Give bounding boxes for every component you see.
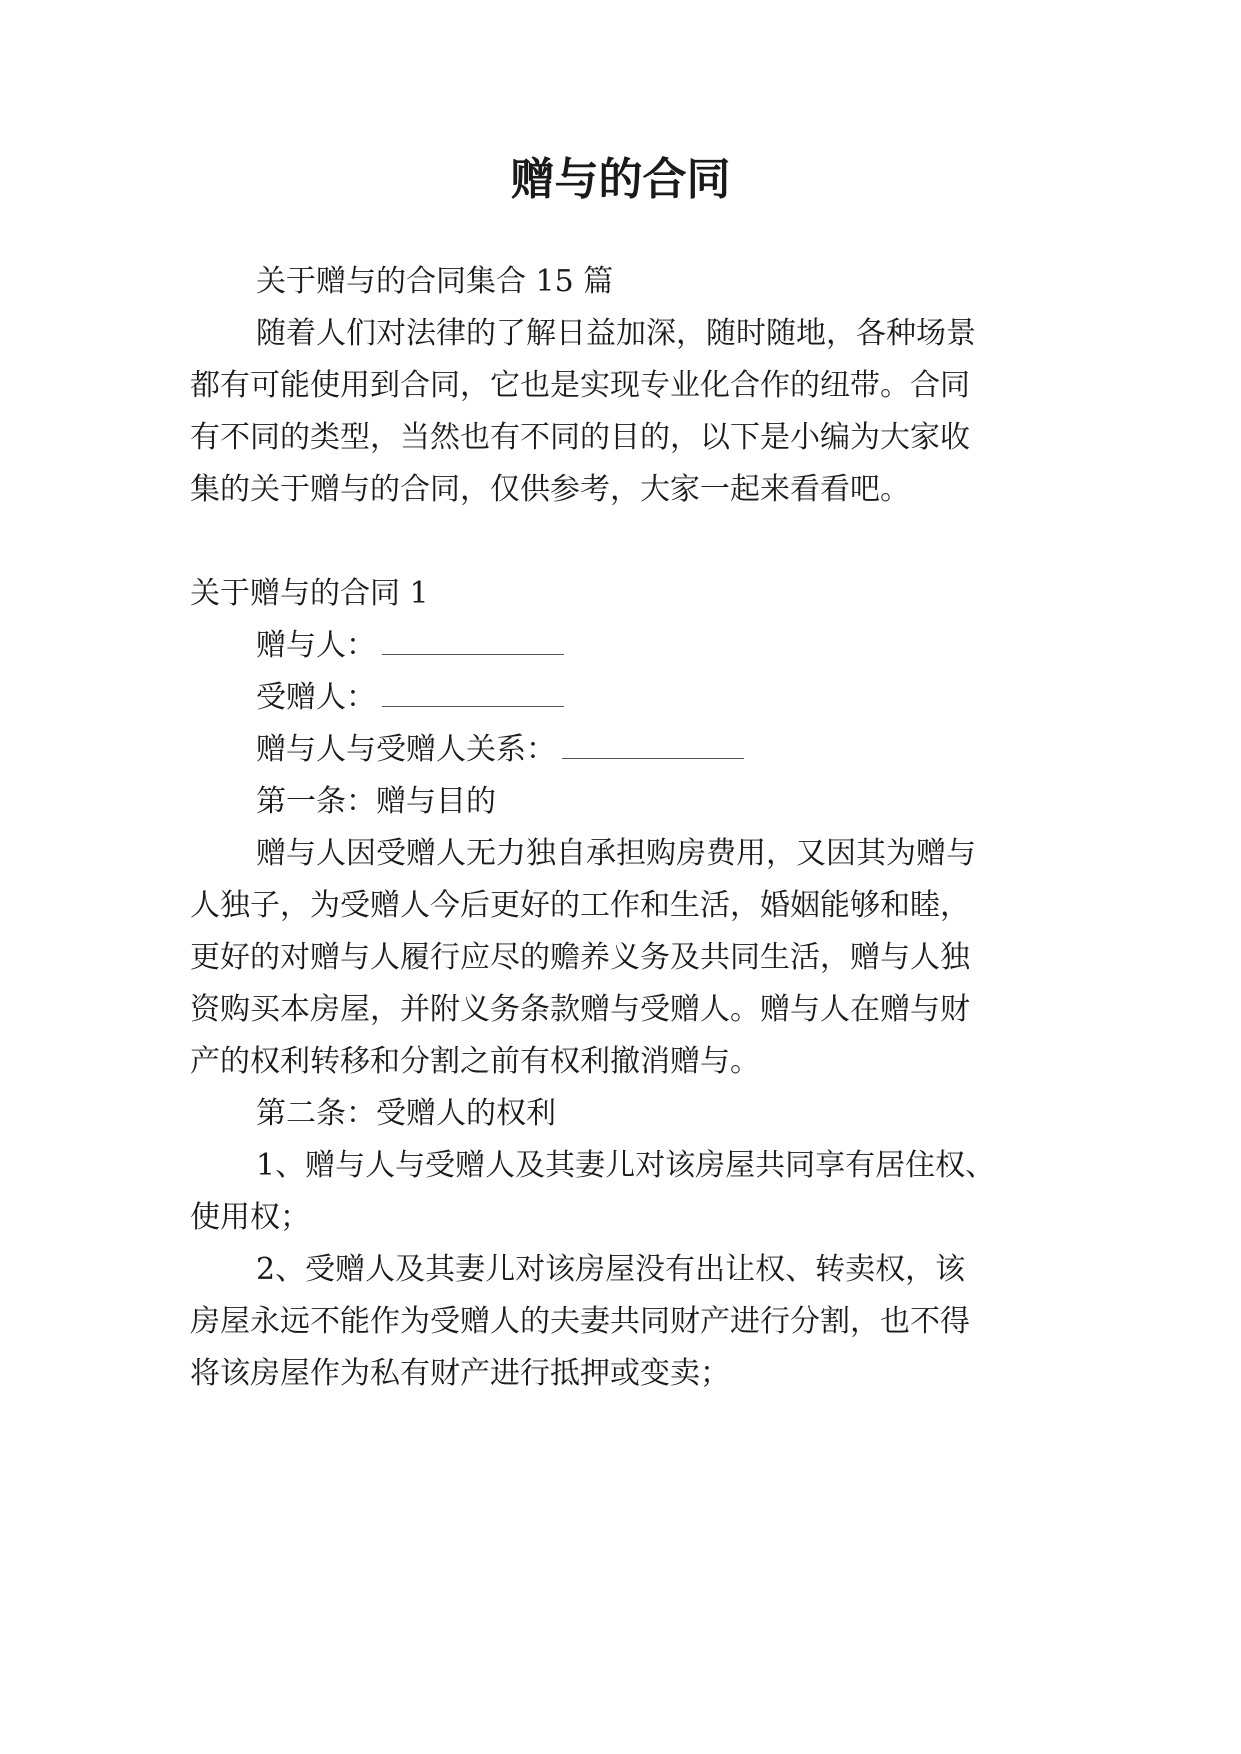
item2-line: 2、受赠人及其妻儿对该房屋没有出让权、转卖权，该 bbox=[256, 1252, 966, 1287]
donee-blank bbox=[382, 682, 564, 707]
intro-heading: 关于赠与的合同集合 15 篇 bbox=[256, 264, 614, 299]
intro-line: 随着人们对法律的了解日益加深，随时随地，各种场景 bbox=[256, 316, 976, 351]
article1-line: 资购买本房屋，并附义务条款赠与受赠人。赠与人在赠与财 bbox=[190, 992, 970, 1027]
relation-label: 赠与人与受赠人关系： bbox=[256, 732, 556, 767]
article1-line: 产的权利转移和分割之前有权利撤消赠与。 bbox=[190, 1044, 760, 1079]
intro-line: 都有可能使用到合同，它也是实现专业化合作的纽带。合同 bbox=[190, 368, 970, 403]
section-heading: 关于赠与的合同 1 bbox=[190, 576, 429, 611]
document-title: 赠与的合同 bbox=[510, 154, 731, 205]
relation-blank bbox=[562, 734, 744, 759]
article1-line: 人独子，为受赠人今后更好的工作和生活，婚姻能够和睦， bbox=[190, 888, 970, 923]
article2-title: 第二条：受赠人的权利 bbox=[256, 1096, 556, 1131]
donee-label: 受赠人： bbox=[256, 680, 376, 715]
item1-line: 使用权； bbox=[190, 1200, 310, 1235]
donor-field bbox=[256, 626, 1136, 666]
relation-field bbox=[256, 730, 1136, 770]
item1-line: 1、赠与人与受赠人及其妻儿对该房屋共同享有居住权、 bbox=[256, 1148, 996, 1183]
donee-field bbox=[256, 678, 1136, 718]
article1-line: 更好的对赠与人履行应尽的赡养义务及共同生活，赠与人独 bbox=[190, 940, 970, 975]
donor-label: 赠与人： bbox=[256, 628, 376, 663]
article1-line: 赠与人因受赠人无力独自承担购房费用，又因其为赠与 bbox=[256, 836, 976, 871]
intro-line: 集的关于赠与的合同，仅供参考，大家一起来看看吧。 bbox=[190, 472, 910, 507]
article1-title: 第一条：赠与目的 bbox=[256, 784, 496, 819]
item2-line: 将该房屋作为私有财产进行抵押或变卖； bbox=[190, 1356, 730, 1391]
intro-line: 有不同的类型，当然也有不同的目的，以下是小编为大家收 bbox=[190, 420, 970, 455]
item2-line: 房屋永远不能作为受赠人的夫妻共同财产进行分割，也不得 bbox=[190, 1304, 970, 1339]
donor-blank bbox=[382, 630, 564, 655]
